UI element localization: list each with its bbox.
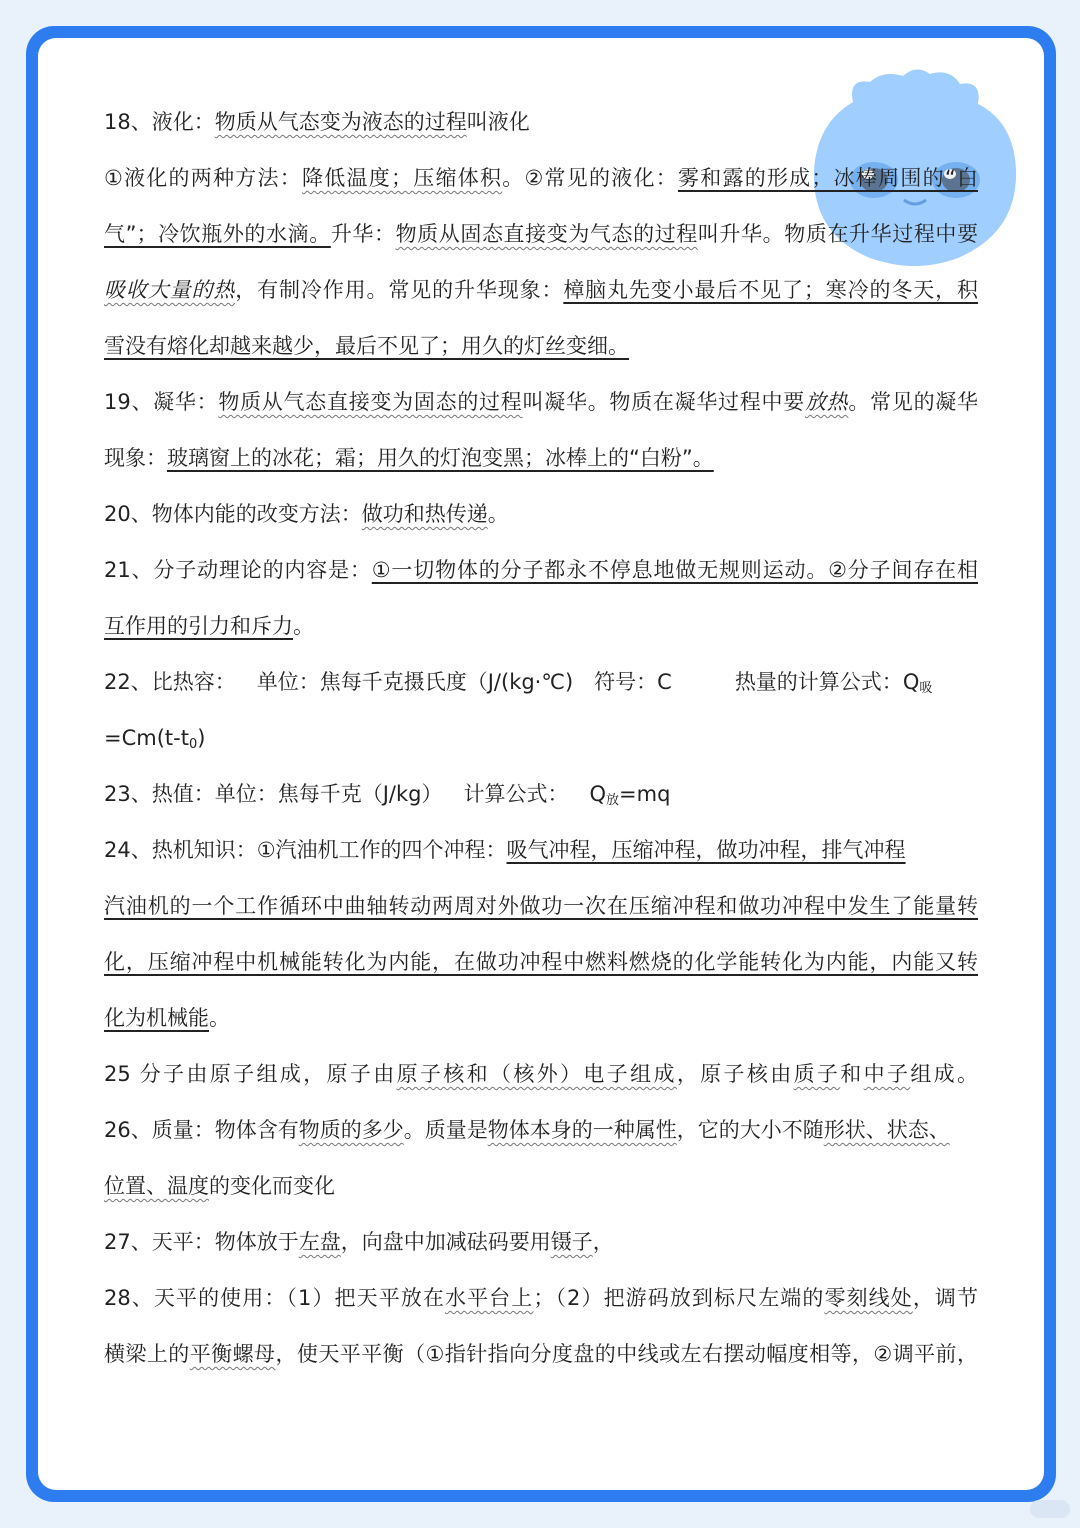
text-segment (236, 654, 257, 710)
text-segment: 。质量是 (403, 1118, 488, 1142)
text-line (104, 598, 978, 654)
text-segment: 气”；冷饮瓶外的水滴。 (104, 222, 331, 246)
text-segment: 左盘 (298, 1230, 341, 1254)
text-segment: ①一切物体的分子都永不停息地做无规则运动。②分子间存在相 (371, 558, 978, 582)
text-segment: ，原子核由 (676, 1062, 794, 1086)
text-segment: 汽油机的一个工作循环中曲轴转动两周对外做功一次在压缩冲程和做功冲程中发生了能量转 (104, 894, 978, 918)
text-segment: 物质的多少 (298, 1118, 404, 1142)
text-segment: 19、凝华： (104, 390, 219, 414)
text-segment: 26、质量：物体含有 (104, 1118, 299, 1142)
text-segment: 20、物体内能的改变方法： (104, 502, 362, 526)
text-segment: ，调节 (912, 1286, 979, 1310)
text-line (104, 710, 978, 766)
text-segment: 符号：C (594, 670, 672, 694)
text-line (104, 150, 978, 206)
text-segment: 吸收大量的热 (104, 278, 236, 302)
text-segment: 雾和露的形成；冰棒周围的“白 (677, 166, 978, 190)
text-segment: 和 (840, 1062, 864, 1086)
text-segment: 化，压缩冲程中机械能转化为内能，在做功冲程中燃料燃烧的化学能转化为内能，内能又转 (104, 950, 978, 974)
text-segment: ，它的大小不随 (676, 1118, 824, 1142)
text-segment: 原子核和（核外）电子组成 (396, 1062, 677, 1086)
text-line (104, 486, 978, 542)
text-segment: 吸气冲程，压缩冲程，做功冲程，排气冲程 (506, 838, 906, 862)
text-line (104, 374, 978, 430)
text-segment (568, 766, 589, 822)
text-segment: 物质从气态直接变为固态的过程 (218, 390, 523, 414)
text-line (104, 542, 978, 598)
text-segment: 18、液化： (104, 110, 215, 134)
text-segment: =Cm(t-t (104, 726, 189, 750)
text-segment: 位置、温度 (104, 1174, 209, 1198)
text-segment (573, 654, 594, 710)
text-segment: 0 (188, 737, 198, 752)
text-line (104, 1326, 978, 1382)
text-segment: 升华： (330, 222, 396, 246)
text-segment: 28、天平的使用：（1）把天平放在 (104, 1286, 445, 1310)
text-segment: 。常见的凝华 (848, 390, 979, 414)
text-segment: 27、天平：物体放于 (104, 1230, 299, 1254)
text-segment: 镊子 (550, 1230, 593, 1254)
text-segment: ，使天平平衡（①指针指向分度盘的中线或左右摆动幅度相等，②调平前， (275, 1342, 978, 1366)
text-segment: 叫凝华。物质在凝华过程中要 (522, 390, 805, 414)
text-line (104, 1102, 978, 1158)
text-segment: 单位：焦每千克摄氏度（J/(kg·℃) (256, 670, 574, 694)
text-segment: 樟脑丸先变小最后不见了；寒冷的冬天，积 (563, 278, 979, 302)
text-segment: 热量的计算公式： (734, 670, 903, 694)
text-line (104, 1270, 978, 1326)
text-line (104, 318, 978, 374)
text-segment: ，有制冷作用。常见的升华现象： (235, 278, 564, 302)
text-segment: 叫升华。物质在升华过程中要 (697, 222, 979, 246)
text-line (104, 878, 978, 934)
text-segment: 物质从气态变为液态的过程 (214, 110, 467, 134)
text-line (104, 1214, 978, 1270)
text-segment: 叫液化 (466, 110, 530, 134)
text-segment (442, 766, 463, 822)
text-segment (672, 654, 735, 710)
text-line (104, 1046, 978, 1102)
text-segment: 化为机械能 (104, 1006, 209, 1030)
text-line (104, 822, 978, 878)
text-line (104, 94, 978, 150)
text-line (104, 990, 978, 1046)
text-segment: ) (197, 726, 206, 750)
text-segment: ，向盘中加减砝码要用 (340, 1230, 551, 1254)
text-segment: ①液化的两种方法： (104, 166, 303, 190)
text-segment: 。 (209, 1006, 230, 1030)
text-segment: 互作用的引力和斥力 (104, 614, 293, 638)
text-segment: 吸 (919, 681, 933, 696)
text-segment: 。 (487, 502, 509, 526)
watermark-badge (1030, 1500, 1070, 1518)
text-line (104, 1158, 978, 1214)
text-segment: 玻璃窗上的冰花；霜；用久的灯泡变黑；冰棒上的“白粉”。 (167, 446, 714, 470)
text-line (104, 262, 978, 318)
text-segment: 水平台上 (445, 1286, 534, 1310)
text-segment: 23、热值：单位：焦每千克（J/kg） (104, 782, 443, 806)
text-line (104, 206, 978, 262)
text-segment: 21、分子动理论的内容是： (104, 558, 372, 582)
text-segment: 。 (293, 614, 314, 638)
text-segment: 22、比热容： (104, 670, 236, 694)
text-segment: 平衡螺母 (189, 1342, 276, 1366)
text-segment: 放热 (804, 390, 849, 414)
text-segment: 。②常见的液化： (502, 166, 678, 190)
text-segment: 质子 (793, 1062, 841, 1086)
text-segment: 25 分子由原子组成，原子由 (104, 1062, 397, 1086)
text-segment: 物体本身的一种属性 (487, 1118, 677, 1142)
text-segment: 计算公式： (463, 782, 569, 806)
text-segment: 24、热机知识：①汽油机工作的四个冲程： (104, 838, 507, 862)
text-segment: ；（2）把游码放到标尺左端的 (533, 1286, 825, 1310)
text-segment: 做功和热传递 (361, 502, 488, 526)
text-segment: Q (589, 782, 607, 806)
text-segment: 组成。 (910, 1062, 979, 1086)
text-segment: 放 (606, 793, 620, 808)
document-body (104, 94, 978, 1382)
text-segment: 横梁上的 (104, 1342, 190, 1366)
text-line (104, 654, 978, 710)
text-line (104, 430, 978, 486)
text-segment: 零刻线处 (824, 1286, 913, 1310)
text-segment: 现象： (104, 446, 167, 470)
text-segment: 中子 (863, 1062, 911, 1086)
text-segment: 降低温度；压缩体积 (302, 166, 503, 190)
text-segment: 物质从固态直接变为气态的过程 (395, 222, 698, 246)
text-segment: 形状、状态、 (823, 1118, 950, 1142)
text-line (104, 766, 978, 822)
text-segment: 雪没有熔化却越来越少，最后不见了；用久的灯丝变细。 (104, 334, 629, 358)
text-segment: =mq (619, 782, 671, 806)
text-segment: Q (902, 670, 920, 694)
text-segment: 的变化而变化 (209, 1174, 335, 1198)
text-segment: ， (592, 1230, 614, 1254)
text-line (104, 934, 978, 990)
